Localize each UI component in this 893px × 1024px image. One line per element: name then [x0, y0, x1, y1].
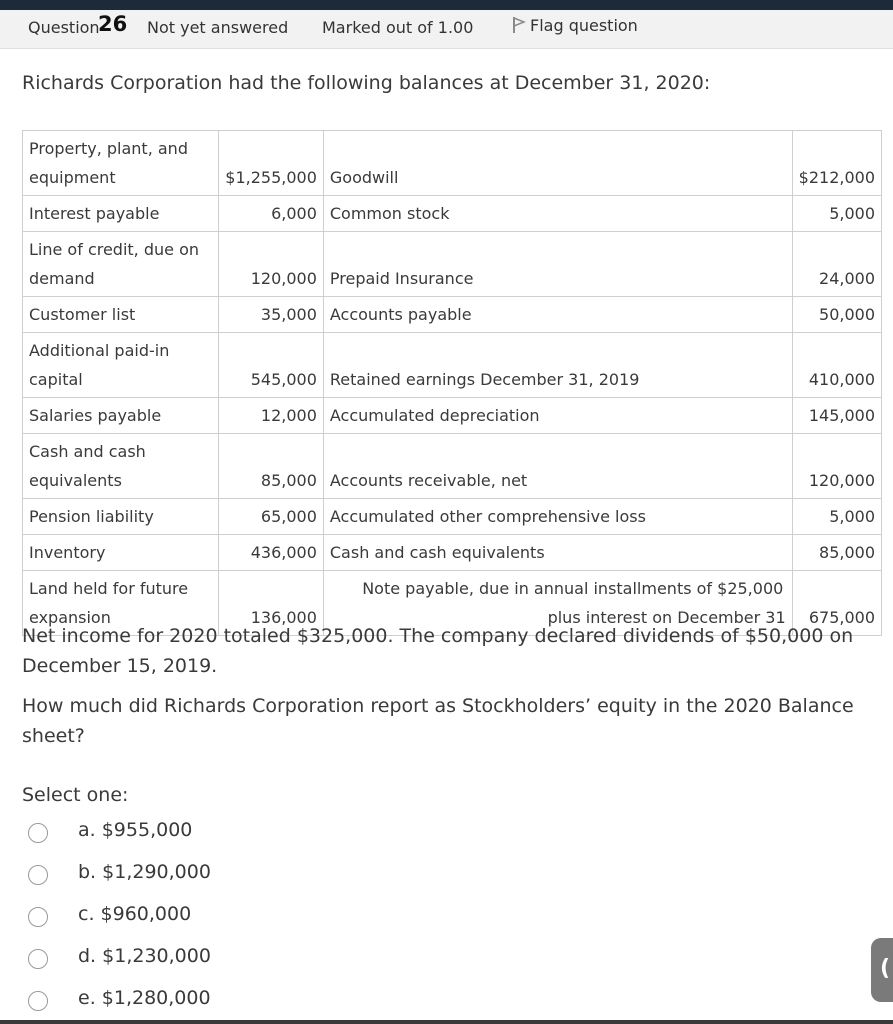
table-row — [23, 196, 882, 232]
radio-button[interactable] — [28, 907, 48, 927]
net-income-text: Net income for 2020 totaled $325,000. The company declared dividends of $50,000 on December 15, 2019. — [22, 625, 854, 677]
account-name: Cash and cash equivalents — [323, 535, 792, 571]
select-one-label: Select one: — [22, 784, 129, 806]
account-value: 120,000 — [792, 434, 881, 499]
balances-table — [22, 130, 882, 636]
table-row — [23, 333, 882, 398]
table-row — [23, 535, 882, 571]
question-intro: Richards Corporation had the following balances at December 31, 2020: — [22, 72, 711, 94]
account-value: 6,000 — [219, 196, 324, 232]
account-value: 24,000 — [792, 232, 881, 297]
table-row — [23, 398, 882, 434]
chevron-left-icon: ( — [880, 956, 891, 981]
radio-button[interactable] — [28, 865, 48, 885]
account-value: 436,000 — [219, 535, 324, 571]
answer-label[interactable]: d. $1,230,000 — [78, 945, 211, 967]
question-text: How much did Richards Corporation report as Stockholders’ equity in the 2020 Balance sheet? — [22, 695, 854, 747]
account-value: $212,000 — [792, 131, 881, 196]
question-info-bar — [0, 10, 893, 49]
table-row — [23, 131, 882, 196]
account-name: Cash and cash equivalents — [23, 434, 219, 499]
account-value: 12,000 — [219, 398, 324, 434]
table-row — [23, 499, 882, 535]
table-row — [23, 232, 882, 297]
account-value: 120,000 — [219, 232, 324, 297]
account-name: Land held for future expansion — [23, 571, 219, 636]
account-name: Additional paid-in capital — [23, 333, 219, 398]
account-name: Goodwill — [323, 131, 792, 196]
account-name: Line of credit, due on demand — [23, 232, 219, 297]
drawer-toggle-tab[interactable] — [871, 938, 893, 1002]
flag-icon — [512, 16, 526, 34]
account-name: Property, plant, and equipment — [23, 131, 219, 196]
account-value: 50,000 — [792, 297, 881, 333]
radio-button[interactable] — [28, 991, 48, 1011]
account-name: Common stock — [323, 196, 792, 232]
flag-question-label: Flag question — [530, 16, 638, 35]
account-name: Accounts payable — [323, 297, 792, 333]
account-value: 5,000 — [792, 196, 881, 232]
top-navbar — [0, 0, 893, 10]
radio-button[interactable] — [28, 949, 48, 969]
account-value: 410,000 — [792, 333, 881, 398]
account-name: Customer list — [23, 297, 219, 333]
answer-label[interactable]: a. $955,000 — [78, 819, 193, 841]
account-name-line2: plus interest on December 31 — [547, 608, 786, 627]
flag-question-button[interactable] — [512, 16, 638, 35]
table-row — [23, 297, 882, 333]
question-state: Not yet answered — [147, 18, 289, 37]
account-value: 5,000 — [792, 499, 881, 535]
account-value: 545,000 — [219, 333, 324, 398]
account-value: 136,000 — [219, 571, 324, 636]
answer-label[interactable]: c. $960,000 — [78, 903, 192, 925]
account-value: 65,000 — [219, 499, 324, 535]
account-name: Interest payable — [23, 196, 219, 232]
account-name: Accumulated depreciation — [323, 398, 792, 434]
account-value: $1,255,000 — [219, 131, 324, 196]
question-number: 26 — [98, 12, 128, 36]
account-name-line1: Note payable, due in annual installments of $25,000 — [362, 579, 784, 598]
account-name: Pension liability — [23, 499, 219, 535]
answer-label[interactable]: b. $1,290,000 — [78, 861, 211, 883]
account-value: 35,000 — [219, 297, 324, 333]
bottom-divider — [0, 1020, 893, 1024]
account-name: Accounts receivable, net — [323, 434, 792, 499]
account-value: 145,000 — [792, 398, 881, 434]
answer-label[interactable]: e. $1,280,000 — [78, 987, 211, 1009]
radio-button[interactable] — [28, 823, 48, 843]
account-name: Retained earnings December 31, 2019 — [323, 333, 792, 398]
account-name: Accumulated other comprehensive loss — [323, 499, 792, 535]
question-grade: Marked out of 1.00 — [322, 18, 474, 37]
account-value: 85,000 — [792, 535, 881, 571]
table-row — [23, 434, 882, 499]
account-name: Inventory — [23, 535, 219, 571]
question-label: Question — [28, 18, 100, 37]
account-value: 675,000 — [792, 571, 881, 636]
account-name: Prepaid Insurance — [323, 232, 792, 297]
account-name: Salaries payable — [23, 398, 219, 434]
account-value: 85,000 — [219, 434, 324, 499]
